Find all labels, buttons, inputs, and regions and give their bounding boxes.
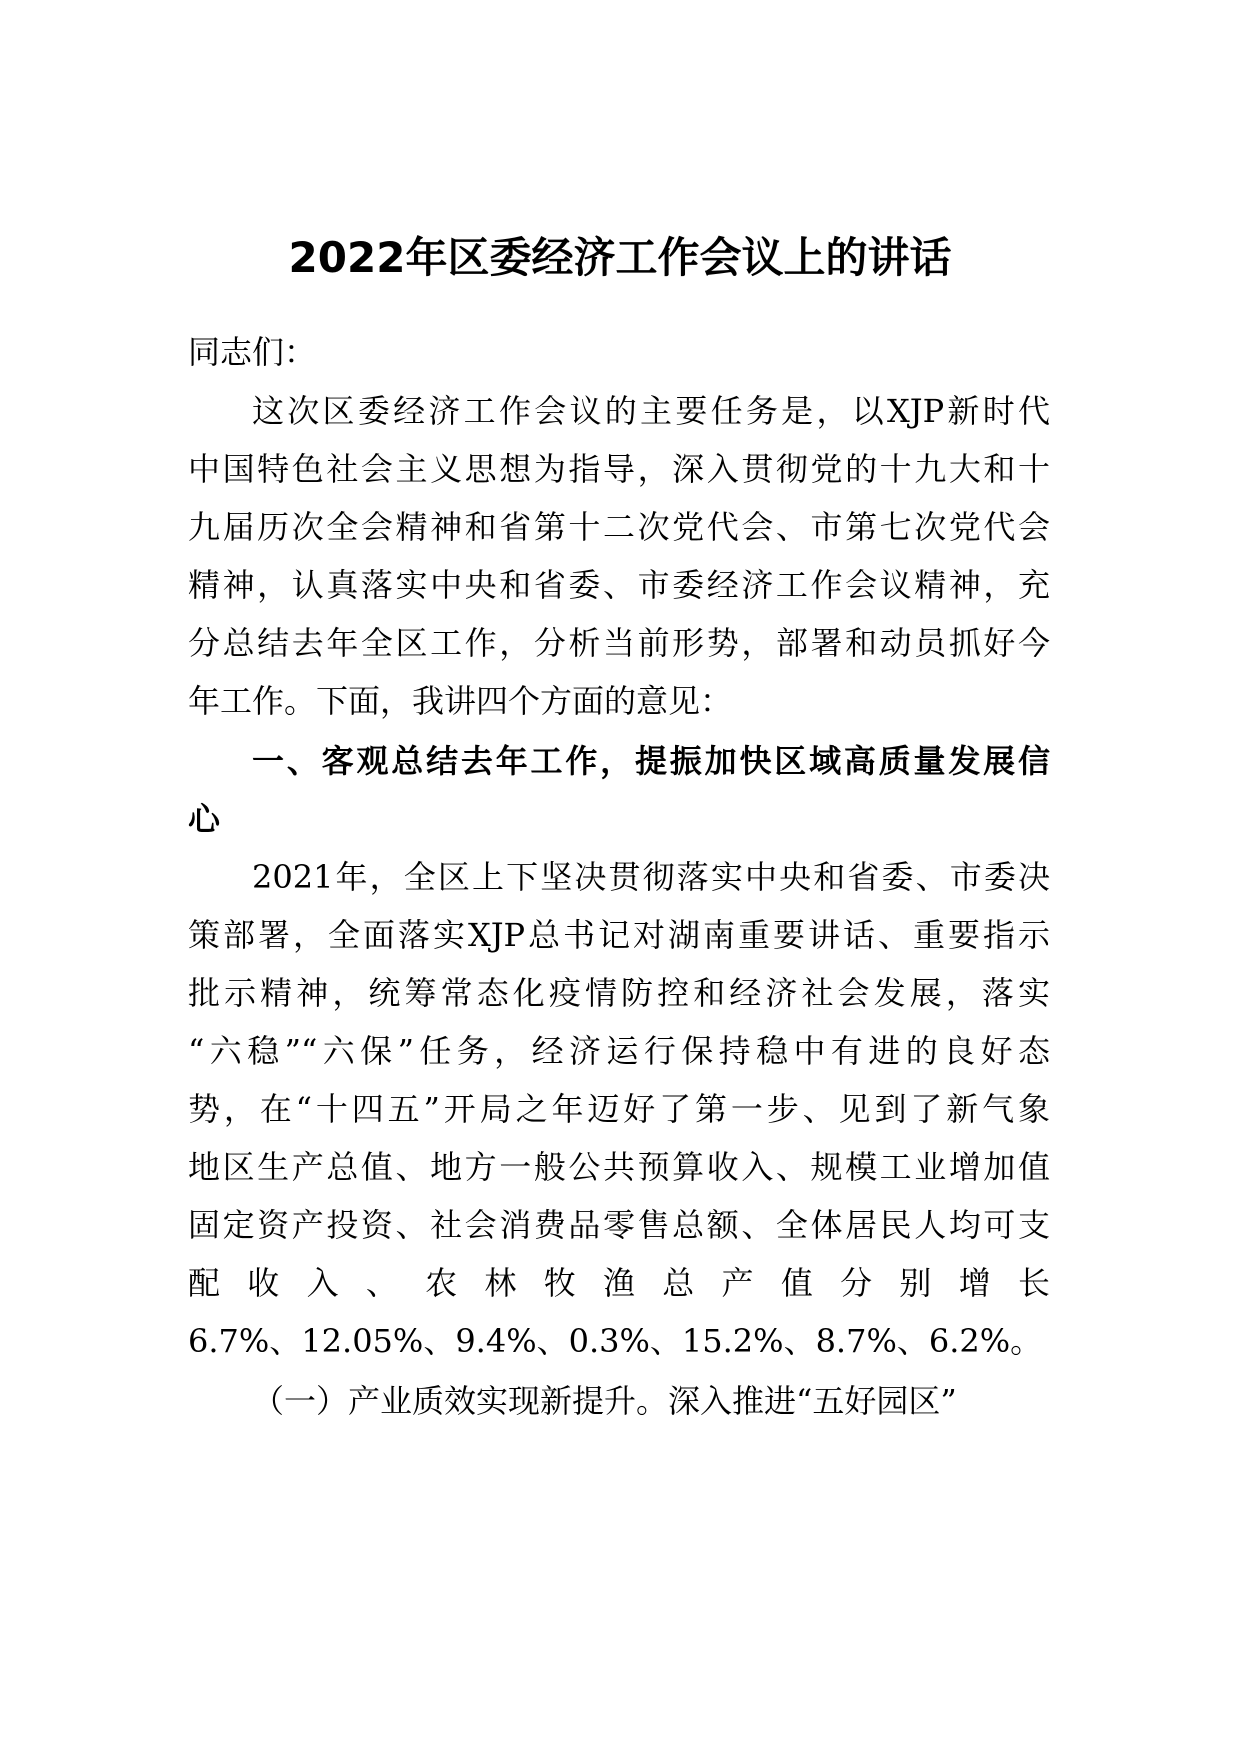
paragraph-line: 中国特色社会主义思想为指导，深入贯彻党的十九大和十 [188,450,1050,488]
paragraph-line: 批示精神，统筹常态化疫情防控和经济社会发展，落实 [188,974,1050,1012]
document-title: 2022年区委经济工作会议上的讲话 [288,233,952,282]
paragraph-line: 年工作。下面，我讲四个方面的意见： [188,682,733,720]
paragraph-line: 6.7%、12.05%、9.4%、0.3%、15.2%、8.7%、6.2%。 [188,1322,1043,1360]
section-heading: 一、客观总结去年工作，提振加快区域高质量发展信 [252,742,1050,780]
paragraph-line: 2021年，全区上下坚决贯彻落实中央和省委、市委决 [252,858,1050,896]
paragraph-line: 势，在“十四五”开局之年迈好了第一步、见到了新气象 [188,1090,1050,1128]
paragraph-line: 九届历次全会精神和省第十二次党代会、市第七次党代会 [188,508,1050,546]
paragraph-line: 配收入、农林牧渔总产值分别增长 [188,1264,1050,1302]
subsection-line: （一）产业质效实现新提升。深入推进“五好园区” [252,1382,957,1420]
paragraph-line: 固定资产投资、社会消费品零售总额、全体居民人均可支 [188,1206,1050,1244]
paragraph-line: 精神，认真落实中央和省委、市委经济工作会议精神，充 [188,566,1050,604]
paragraph-line: 这次区委经济工作会议的主要任务是，以XJP新时代 [252,392,1050,430]
paragraph-line: 分总结去年全区工作，分析当前形势，部署和动员抓好今 [188,624,1050,662]
paragraph-line: 策部署，全面落实XJP总书记对湖南重要讲话、重要指示 [188,916,1050,954]
paragraph-line: “六稳”“六保”任务，经济运行保持稳中有进的良好态 [188,1032,1050,1070]
salutation: 同志们： [188,333,317,371]
paragraph-line: 地区生产总值、地方一般公共预算收入、规模工业增加值 [188,1148,1050,1186]
section-heading: 心 [188,800,221,838]
